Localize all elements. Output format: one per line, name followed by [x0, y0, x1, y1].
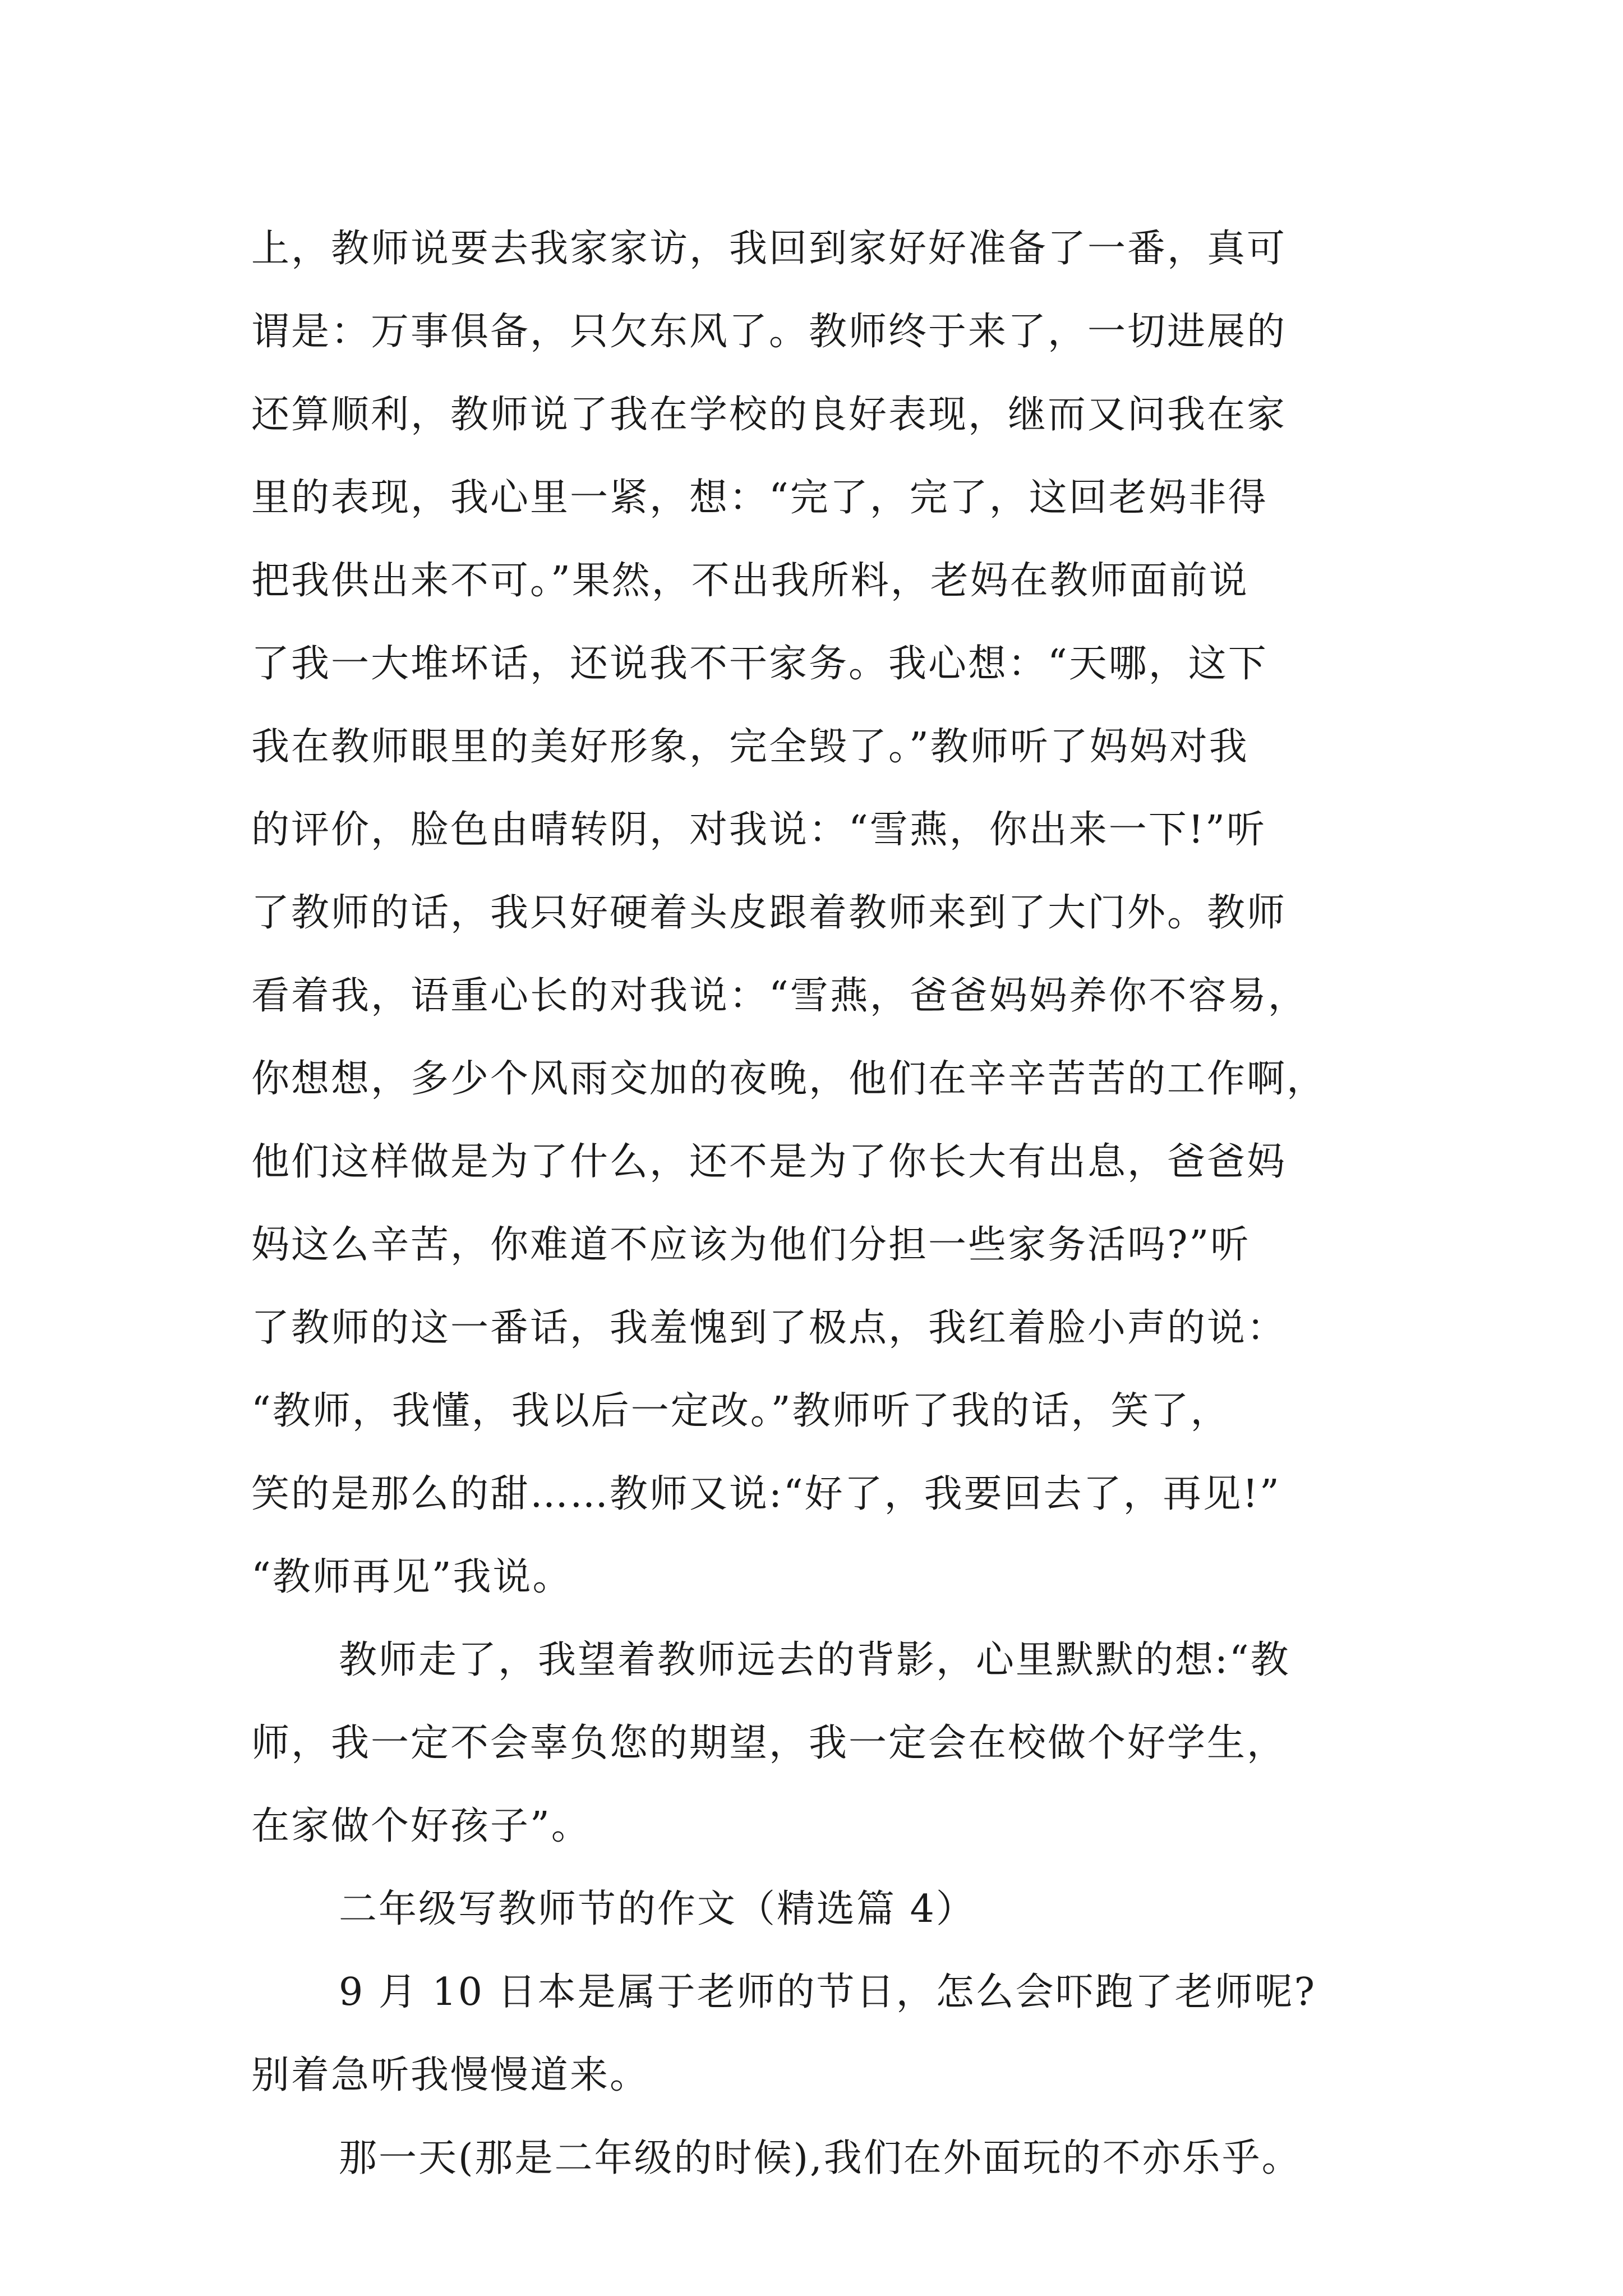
- text-line: 的评价，脸色由晴转阴，对我说：“雪燕，你出来一下!”听: [251, 808, 1266, 852]
- text-line: 了教师的话，我只好硬着头皮跟着教师来到了大门外。教师: [251, 891, 1287, 935]
- text-line: 上，教师说要去我家家访，我回到家好好准备了一番，真可: [251, 227, 1287, 271]
- text-line: 妈这么辛苦，你难道不应该为他们分担一些家务活吗?”听: [251, 1223, 1251, 1267]
- text-line: “教师，我懂，我以后一定改。”教师听了我的话，笑了，: [251, 1389, 1230, 1433]
- text-line: 教师走了，我望着教师远去的背影，心里默默的想:“教: [339, 1638, 1290, 1682]
- text-line: 我在教师眼里的美好形象，完全毁了。”教师听了妈妈对我: [251, 725, 1249, 769]
- text-line: 看着我，语重心长的对我说：“雪燕，爸爸妈妈养你不容易，: [251, 974, 1308, 1018]
- text-line: 了教师的这一番话，我羞愧到了极点，我红着脸小声的说：: [251, 1306, 1287, 1350]
- document-body: [251, 208, 1429, 2200]
- text-line: 别着急听我慢慢道来。: [251, 2053, 650, 2097]
- text-line: 里的表现，我心里一紧，想：“完了，完了，这回老妈非得: [251, 476, 1268, 520]
- text-line: 谓是：万事俱备，只欠东风了。教师终于来了，一切进展的: [251, 310, 1287, 354]
- section-heading: 二年级写教师节的作文（精选篇 4）: [339, 1887, 976, 1931]
- text-line: 笑的是那么的甜……教师又说:“好了，我要回去了，再见!”: [251, 1472, 1281, 1516]
- text-line: 师，我一定不会辜负您的期望，我一定会在校做个好学生，: [251, 1721, 1287, 1765]
- text-line: 那一天(那是二年级的时候),我们在外面玩的不亦乐乎。: [339, 2136, 1302, 2180]
- text-line: 还算顺利，教师说了我在学校的良好表现，继而又问我在家: [251, 393, 1287, 437]
- text-line: “教师再见”我说。: [251, 1555, 573, 1599]
- text-line: 了我一大堆坏话，还说我不干家务。我心想：“天哪，这下: [251, 642, 1268, 686]
- text-line: 在家做个好孩子”。: [251, 1804, 591, 1848]
- text-line: 9 月 10 日本是属于老师的节日，怎么会吓跑了老师呢?: [339, 1970, 1317, 2014]
- text-line: 把我供出来不可。”果然，不出我所料，老妈在教师面前说: [251, 559, 1249, 603]
- text-line: 你想想，多少个风雨交加的夜晚，他们在辛辛苦苦的工作啊，: [251, 1057, 1327, 1101]
- text-line: 他们这样做是为了什么，还不是为了你长大有出息，爸爸妈: [251, 1140, 1287, 1184]
